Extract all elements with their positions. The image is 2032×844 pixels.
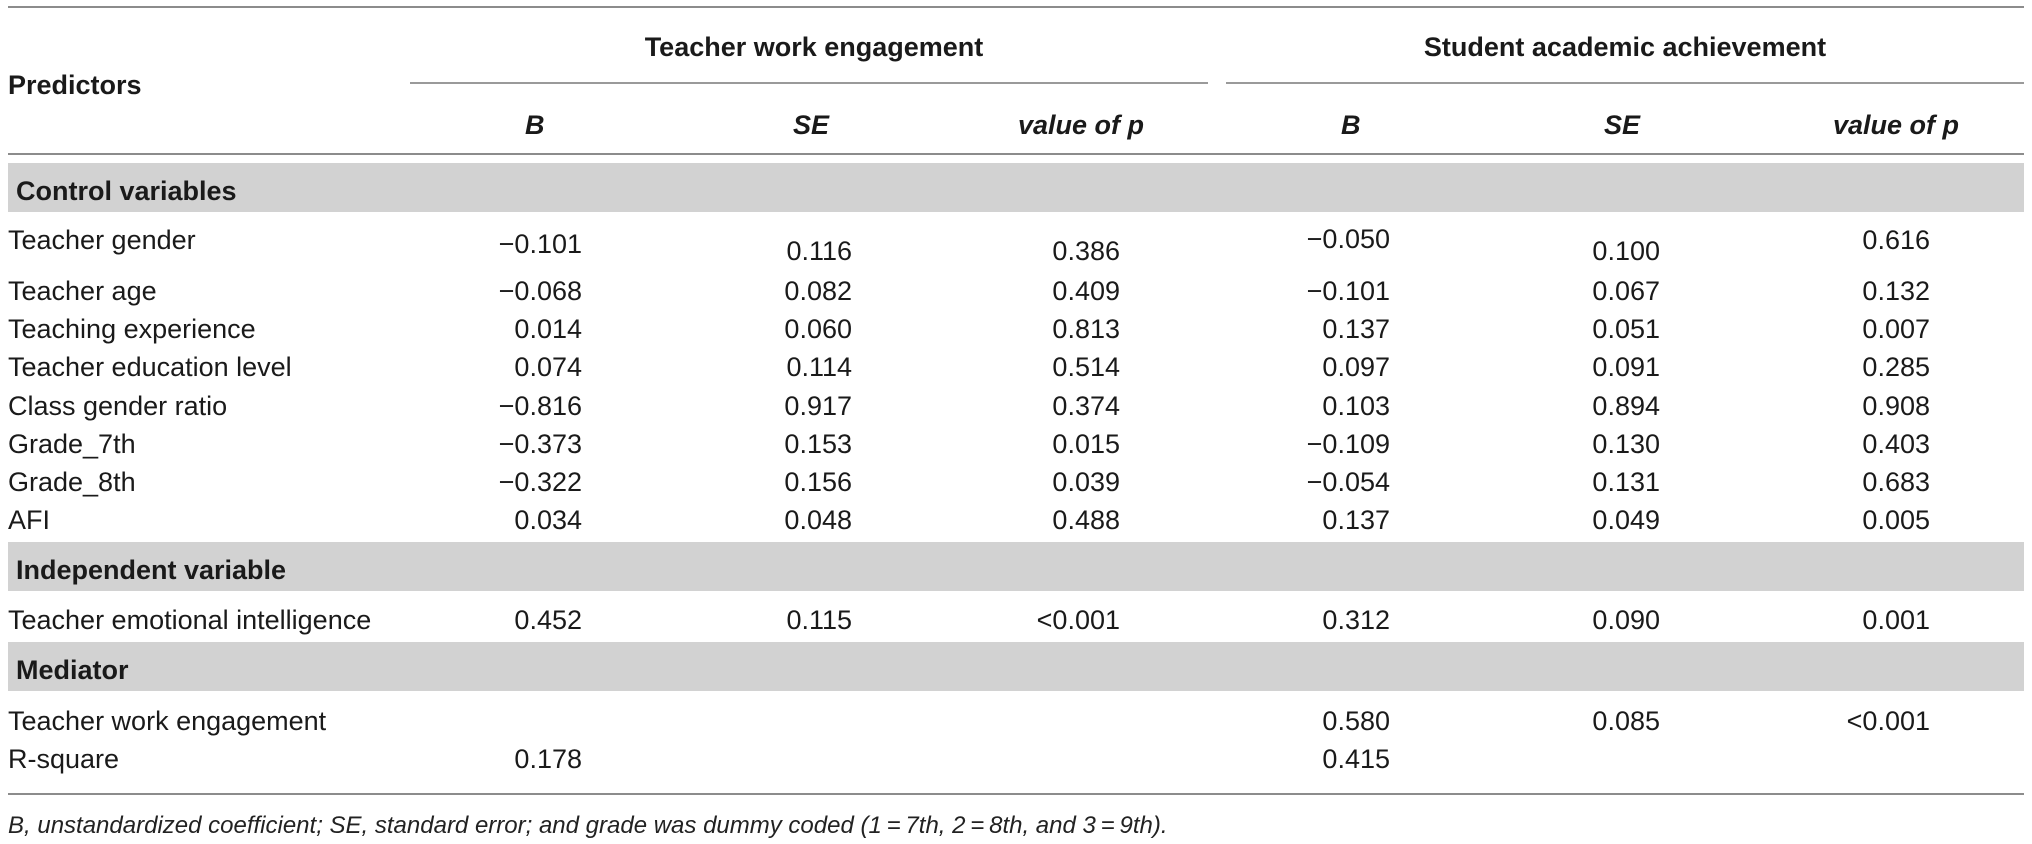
row-label: R-square [8, 744, 120, 774]
table-cell: −0.322 [498, 467, 582, 497]
table-cell: 0.285 [1862, 352, 1930, 382]
table-cell: 0.132 [1862, 276, 1930, 306]
header-bottom-rule [8, 153, 2024, 155]
table-cell: 0.452 [514, 605, 582, 635]
table-cell: −0.101 [1306, 276, 1390, 306]
table-cell: −0.109 [1306, 429, 1390, 459]
table-cell: 0.097 [1322, 352, 1390, 382]
table-cell: 0.374 [1052, 391, 1120, 421]
table-cell: 0.048 [784, 505, 852, 535]
row-label: Teaching experience [8, 314, 256, 344]
subheader-b-2: B [1341, 110, 1361, 140]
table-cell: 0.131 [1592, 467, 1660, 497]
table-cell: 0.616 [1862, 225, 1930, 255]
table-cell: 0.178 [514, 744, 582, 774]
table-cell: 0.488 [1052, 505, 1120, 535]
row-label: Teacher emotional intelligence [8, 605, 372, 635]
table-cell: 0.091 [1592, 352, 1660, 382]
table-cell: 0.386 [1052, 236, 1120, 266]
table-cell: 0.049 [1592, 505, 1660, 535]
table-cell: 0.007 [1862, 314, 1930, 344]
group2-underline [1226, 82, 2024, 84]
section-title: Independent variable [16, 555, 287, 585]
section-mediator [8, 642, 2024, 691]
predictors-header: Predictors [8, 70, 142, 100]
group1-underline [410, 82, 1208, 84]
row-label: Teacher work engagement [8, 706, 327, 736]
table-cell: 0.114 [786, 352, 852, 382]
table-cell: 0.130 [1592, 429, 1660, 459]
table-cell: 0.115 [786, 605, 852, 635]
group-header-student-academic-achievement: Student academic achievement [1423, 32, 1827, 62]
row-label: Grade_8th [8, 467, 136, 497]
subheader-b-1: B [525, 110, 545, 140]
group-header-teacher-work-engagement: Teacher work engagement [644, 32, 984, 62]
table-cell: 0.034 [514, 505, 582, 535]
table-cell: 0.514 [1052, 352, 1120, 382]
table-cell: <0.001 [1036, 605, 1120, 635]
row-label: AFI [8, 505, 51, 535]
table-cell: −0.068 [498, 276, 582, 306]
table-top-rule [8, 6, 2024, 8]
table-cell: −0.816 [498, 391, 582, 421]
table-cell: 0.085 [1592, 706, 1660, 736]
table-cell: 0.100 [1592, 236, 1660, 266]
table-cell: 0.015 [1052, 429, 1120, 459]
table-cell: −0.050 [1306, 224, 1390, 254]
table-cell: 0.813 [1052, 314, 1120, 344]
table-cell: 0.005 [1862, 505, 1930, 535]
subheader-p-2: value of p [1833, 110, 1960, 140]
table-bottom-rule [8, 793, 2024, 795]
table-cell: 0.137 [1322, 314, 1390, 344]
table-cell: 0.074 [514, 352, 582, 382]
subheader-se-1: SE [793, 110, 830, 140]
table-cell: 0.137 [1322, 505, 1390, 535]
row-label: Teacher gender [8, 225, 196, 255]
subheader-p-1: value of p [1018, 110, 1145, 140]
table-cell: −0.373 [498, 429, 582, 459]
table-cell: 0.051 [1592, 314, 1660, 344]
table-cell: 0.001 [1862, 605, 1930, 635]
table-cell: 0.683 [1862, 467, 1930, 497]
section-control-variables [8, 163, 2024, 212]
section-independent-variable [8, 542, 2024, 591]
row-label: Grade_7th [8, 429, 136, 459]
table-cell: 0.067 [1592, 276, 1660, 306]
table-cell: 0.156 [784, 467, 852, 497]
section-title: Mediator [16, 655, 129, 685]
table-cell: 0.894 [1592, 391, 1660, 421]
table-footnote: B, unstandardized coefficient; SE, standard error; and grade was dummy coded (1 = 7th, 2 = 8th, and 3 = 9th). [8, 812, 1168, 839]
table-cell: 0.090 [1592, 605, 1660, 635]
table-cell: 0.039 [1052, 467, 1120, 497]
table-cell: 0.153 [784, 429, 852, 459]
table-cell: 0.014 [514, 314, 582, 344]
table-cell: 0.060 [784, 314, 852, 344]
table-cell: <0.001 [1846, 706, 1930, 736]
row-label: Teacher education level [8, 352, 292, 382]
table-cell: 0.116 [786, 236, 852, 266]
subheader-se-2: SE [1604, 110, 1641, 140]
table-cell: 0.409 [1052, 276, 1120, 306]
table-cell: 0.403 [1862, 429, 1930, 459]
table-cell: 0.312 [1322, 605, 1390, 635]
table-cell: −0.054 [1306, 467, 1390, 497]
row-label: Class gender ratio [8, 391, 228, 421]
table-cell: 0.103 [1322, 391, 1390, 421]
table-cell: −0.101 [498, 229, 582, 259]
table-cell: 0.917 [784, 391, 852, 421]
table-cell: 0.908 [1862, 391, 1930, 421]
table-cell: 0.415 [1322, 744, 1390, 774]
section-title: Control variables [16, 176, 237, 206]
table-cell: 0.580 [1322, 706, 1390, 736]
row-label: Teacher age [8, 276, 157, 306]
table-cell: 0.082 [784, 276, 852, 306]
